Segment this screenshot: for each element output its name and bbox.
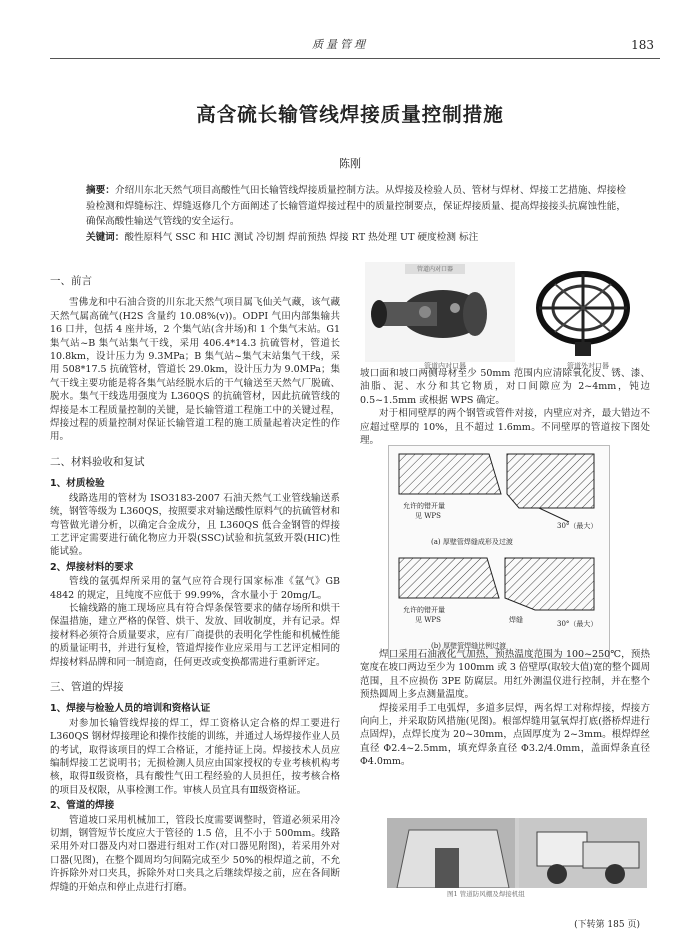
article-title: 高含硫长输管线焊接质量控制措施: [196, 103, 504, 126]
subsection-2-2: 2、焊接材料的要求: [50, 561, 134, 573]
keywords-text: 酸性原料气 SSC 和 HIC 测试 冷切割 焊前预热 焊接 RT 热处理 UT 硬度检测 标注: [124, 231, 479, 243]
abstract-label: 摘要：: [86, 185, 115, 196]
author: 陈刚: [339, 157, 361, 170]
wps-label-b: 见 WPS: [415, 616, 441, 624]
right-column-lower: [360, 648, 650, 769]
angle-label-b: 30°（最大）: [557, 620, 598, 628]
wind-shelter-photo: [387, 818, 647, 900]
running-title: 质量管理: [312, 38, 368, 51]
bevel-cleaning-paragraph: 坡口面和坡口两侧母材至少 50mm 范围内应清除氧化皮、锈、漆、油脂、泥、水分和其它物质，对口间隙应为 2~4mm，钝边 0.5~1.5mm 或根据 WPS 确定。: [360, 368, 650, 406]
weld-label-b: 焊缝: [509, 616, 523, 624]
subsection-3-2: 2、管道的焊接: [50, 800, 115, 812]
section-2-heading: 二、材料验收和复试: [50, 455, 145, 468]
subsection-3-1-paragraph: 对参加长输管线焊接的焊工，焊工资格认定合格的焊工要进行 L360QS 钢材焊接理论和操作技能的训练，并通过人场焊接作业人员的考试，取得该项目的焊工合格证，才能持证上岗。焊接技术人员应编制焊接工艺说明书；无损检测人员应由国家授权的专业考核机构考核，取得Ⅱ级资格，具有酸性气田工程经验的人员担任，按考核合格的项目及权限，从事检测工作。审核人员宜具有Ⅲ级资格证。: [50, 717, 340, 796]
thin-pipe-wall-a: [399, 454, 501, 494]
angle-label-a: 30°（最大）: [557, 522, 598, 530]
subsection-2-2-paragraph-1: 管线的氩弧焊所采用的氩气应符合现行国家标准《氩气》GB 4842 的规定，且纯度不应低于 99.99%，含水量小于 20mg/L。: [50, 576, 340, 601]
abstract: [86, 183, 626, 245]
photo-label-top: 管道内对口器: [416, 266, 453, 273]
bottom-photo-caption: 图1 管道防风棚及焊接机组: [447, 890, 525, 898]
left-column: [50, 263, 340, 894]
subsection-3-1: 1、焊接与检验人员的培训和资格认证: [50, 703, 211, 715]
continued-note: (下转第 185 页): [574, 920, 640, 930]
caption-a: (a) 厚壁管焊缝成形及过渡: [431, 538, 513, 546]
photo-caption-external: 管道外对口器: [567, 362, 609, 370]
subsection-2-1-paragraph: 线路选用的管材为 ISO3183-2007 石油天然气工业管线输送系统，钢管等级为 L360QS，按照要求对输送酸性原料气的抗硫管材和弯管做光谱分析，以确定合金成分，且 L360QS 低合金钢管的焊接工艺评定需要进行硫化物应力开裂(SSC)试验和抗氢致开裂(HIC)性能试验。: [50, 492, 340, 558]
subsection-2-1: 1、材质检验: [50, 478, 105, 490]
allowance-label-a: 允许的错开量: [403, 502, 445, 510]
section-3-heading: 三、管道的焊接: [50, 680, 124, 693]
allowance-label-b: 允许的错开量: [403, 606, 445, 614]
internal-clamp-photo: [365, 262, 515, 362]
thin-pipe-wall-b: [399, 558, 499, 598]
alignment-paragraph: 对于相同壁厚的两个钢管或管件对接，内壁应对齐，最大错边不应超过壁厚的 10%，且不超过 1.6mm。不同壁厚的管道按下图处理。: [360, 408, 650, 447]
section-1-heading: 一、前言: [50, 275, 92, 287]
section-1-paragraph: 雪佛龙和中石油合资的川东北天然气项目属飞仙关气藏，该气藏天然气属高硫气(H2S 含量约 10.08%(v))。ODPI 气田内部集输共 16 口井，包括 4 座井场，2 个集气站(含井场)和 1 个集气末站。G1 集气站~B 集气站集气干线，采用 406.4*14.3 抗硫管材，管道长 10.8km，设计压力为 9.3MPa；B 集气站~集气末站集气干线，采用 508*17.5 抗硫管材，管道长 29.0km，设计压力为 9.0MPa；集气干线主要功能是将各集气站经脱水后的干气输送至天然气厂脱硫、脱水。集气干线选用强度为 L360QS 的抗硫管材，因此抗硫管线的焊接是本工程质量控制的关键，是长输管道工程施工中的关键过程，焊接过程的质量控制对保证长输管道工程的施工质量起着决定性的作用。: [50, 297, 340, 443]
thick-pipe-wall-a: [507, 454, 594, 508]
weld-transition-diagram: [389, 446, 609, 658]
preheat-paragraph: 焊口采用石油液化气加热，预热温度范围为 100~250℃，预热宽度在坡口两边至少为 100mm 或 3 倍壁厚(取较大值)宽的整个圆周范围，且不应损伤 3PE 防腐层。用红外测温仪进行控制，并在整个预热圆周上多点测量温度。: [360, 649, 650, 701]
header-rule: [50, 58, 660, 59]
photo-caption-internal: 管道内对口器: [424, 362, 466, 370]
page-number: 183: [631, 38, 654, 52]
wps-label-a: 见 WPS: [415, 512, 441, 520]
weld-transition-figure: [388, 445, 610, 659]
right-column-upper: [360, 367, 650, 447]
bevel-line-a: [539, 508, 569, 522]
subsection-3-2-paragraph: 管道坡口采用机械加工，管段长度需要调整时，管道必须采用冷切割，钢管短节长度应大于管径的 1.5 倍，且不小于 500mm。线路采用外对口器及内对口器进行组对工作(对口器见附图)，若采用外对口器(见图)，在整个圆周均匀间隔完成至少 50%的根焊道之前，不允许拆除外对口夹具，拆除外对口夹具之后继续焊接之前，应在各间断焊缝的开始点和停止点进行打磨。: [50, 814, 340, 893]
welding-process-paragraph: 焊接采用手工电弧焊，多道多层焊，两名焊工对称焊接，焊接方向向上，并采取防风措施(见图)。根部焊缝用氩氧焊打底(搭桥焊进行点固焊)，点焊长度为 20~30mm，点固厚度为 2~3mm。根焊焊丝直径 Φ2.4~2.5mm，填充焊条直径 Φ3.2/4.0mm，盖面焊条直径 Φ4.0mm。: [360, 702, 650, 768]
abstract-text: 介绍川东北天然气项目高酸性气田长输管线焊接质量控制方法。从焊接及检验人员、管材与焊材、焊接工艺措施、焊接检验检测和焊缝标注、焊缝返修几个方面阐述了长输管道焊接过程中的质量控制要点，保证焊接质量、提高焊接接头抗腐蚀性能，确保高酸性输送气管线的安全运行。: [86, 185, 627, 227]
caption-b: (b) 厚壁管焊缝比例过渡: [431, 642, 507, 650]
keywords-label: 关键词：: [86, 231, 125, 243]
thick-pipe-wall-b: [505, 558, 594, 610]
subsection-2-2-paragraph-2: 长输线路的施工现场应具有符合焊条保管要求的储存场所和烘干保温措施，建立严格的保管、烘干、发放、回收制度，并有记录。焊接材料必须符合质量要求，应有厂商提供的表明化学性能和机械性能的质量证明书，并进行复检，管道焊接作业应采用与工艺评定相同的焊接材料品牌和同一制造商，任何更改或变换都需进行重新评定。: [50, 602, 340, 668]
external-clamp-photo: [525, 262, 640, 362]
